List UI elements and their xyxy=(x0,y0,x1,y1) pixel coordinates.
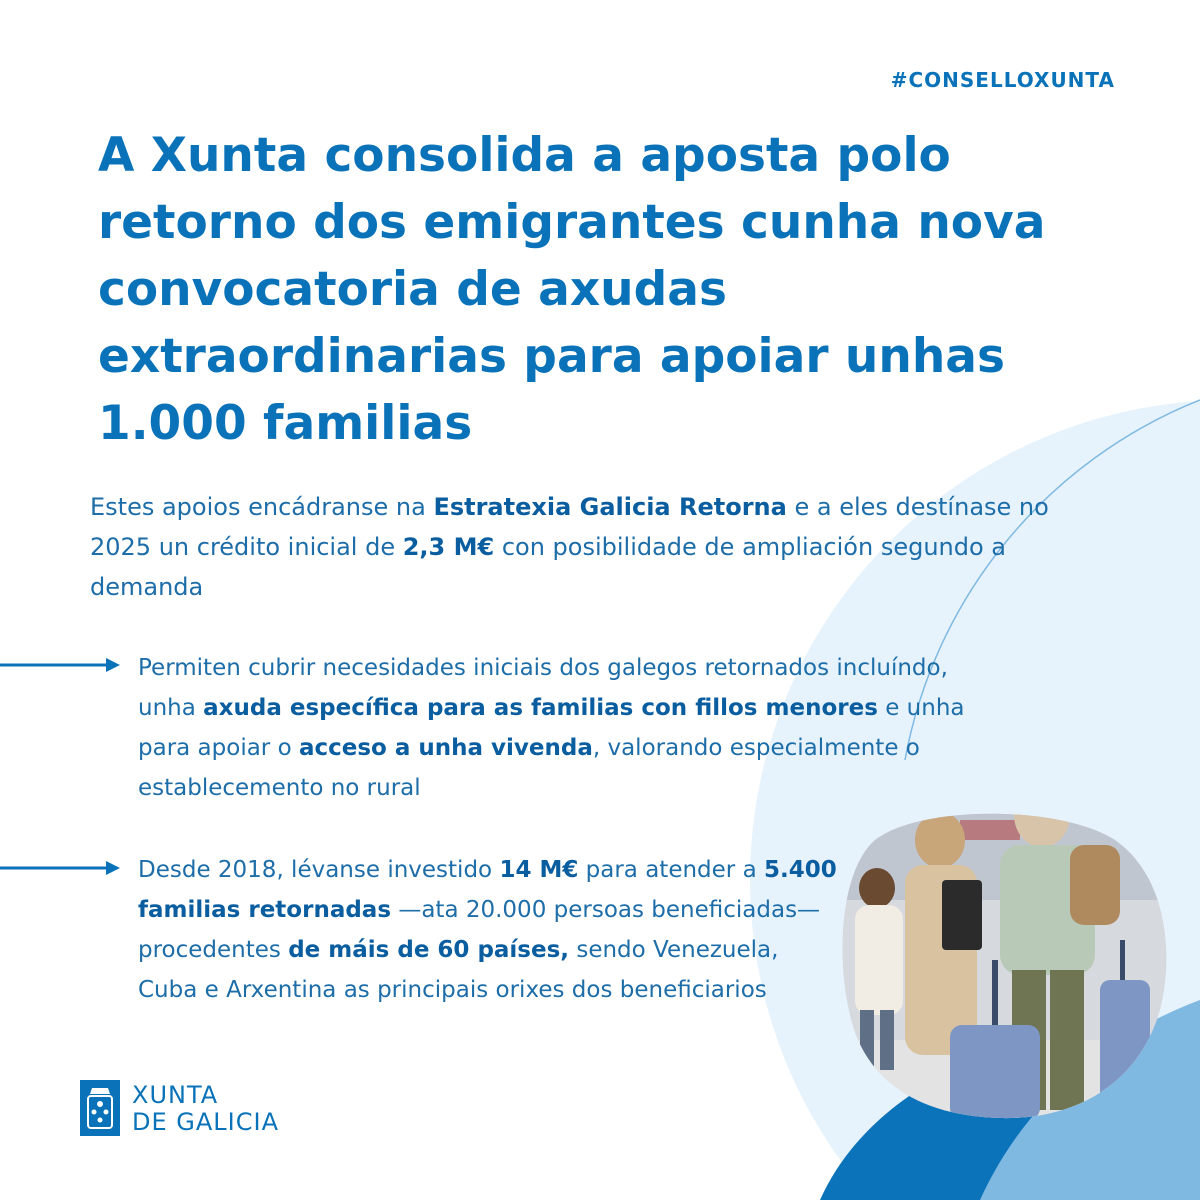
bullet-text: Desde 2018, lévanse investido xyxy=(138,857,500,883)
headline: A Xunta consolida a aposta polo retorno dos emigrantes cunha nova convocatoria de axudas extraordinarias para apoiar unhas 1.000 familias xyxy=(98,128,1046,451)
hashtag: #CONSELLOXUNTA xyxy=(890,68,1115,92)
bullet-highlight: acceso a unha vivenda xyxy=(298,735,593,761)
intro-highlight: Estratexia Galicia Retorna xyxy=(433,493,787,521)
bullet-item xyxy=(138,850,838,1010)
bullet-highlight: 5.400 familias retornadas xyxy=(138,857,837,923)
arrow-right-icon xyxy=(0,858,122,878)
arrow-right-icon xyxy=(0,655,122,675)
bullet-text: e unha para apoiar o xyxy=(138,695,965,761)
intro-text: e a eles destínase no 2025 un crédito inicial de xyxy=(90,493,1049,561)
bullet-highlight: axuda específica para as familias con fillos menores xyxy=(203,695,878,721)
logo-wordmark xyxy=(132,1082,279,1136)
bullet-highlight: de máis de 60 países, xyxy=(288,937,570,963)
logo-line-2: DE GALICIA xyxy=(132,1108,279,1136)
intro-paragraph xyxy=(90,487,1090,607)
bullet-text: para atender a xyxy=(578,857,764,883)
bullet-text: , valorando especialmente o establecemento no rural xyxy=(138,735,920,801)
bullet-item xyxy=(138,648,988,808)
coat-of-arms-icon xyxy=(80,1080,120,1136)
bullet-text: Permiten cubrir necesidades iniciais dos galegos retornados incluíndo, unha xyxy=(138,655,948,721)
intro-text: Estes apoios encádranse na xyxy=(90,493,434,521)
bullet-highlight: 14 M€ xyxy=(499,857,579,883)
intro-text: con posibilidade de ampliación segundo a demanda xyxy=(90,533,1006,601)
logo-line-1: XUNTA xyxy=(132,1081,219,1109)
bullet-text: sendo Venezuela, Cuba e Arxentina as principais orixes dos beneficiarios xyxy=(138,937,779,1003)
intro-highlight: 2,3 M€ xyxy=(402,533,495,561)
bullet-text: —ata 20.000 persoas beneficiadas— procedentes xyxy=(138,897,821,963)
